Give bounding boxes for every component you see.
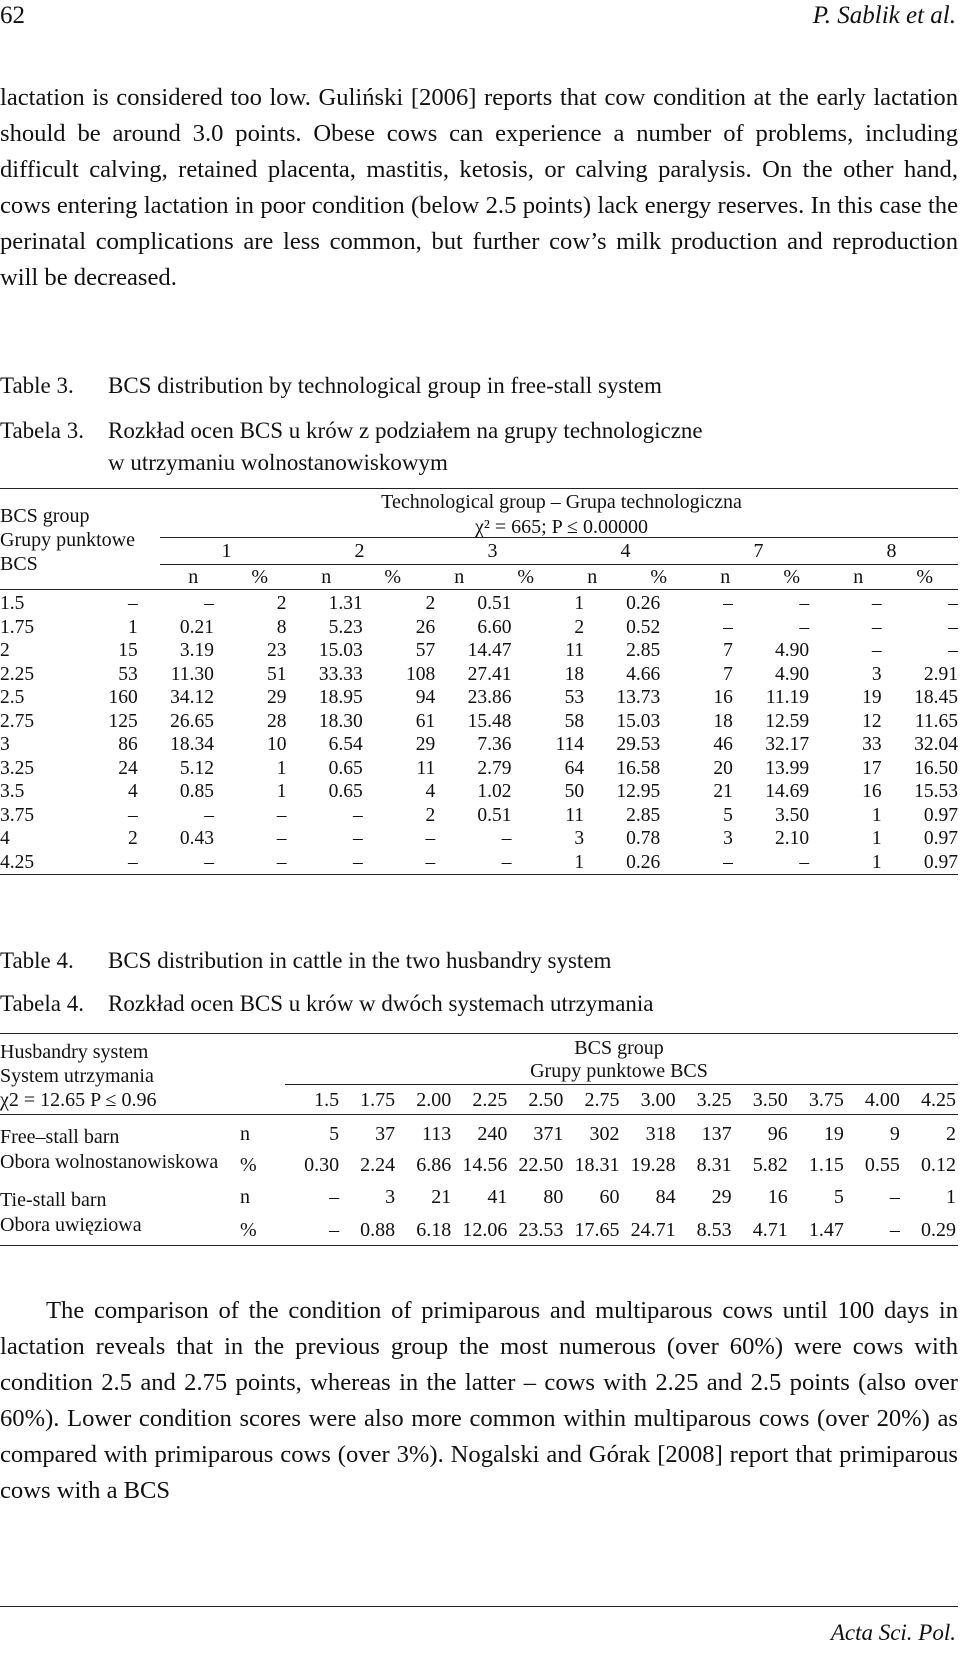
table-cell: 2.24 [360,1154,396,1176]
table-cell: – [352,851,363,873]
table-cell: 8.53 [696,1219,732,1241]
table-cell: 14.56 [462,1154,508,1176]
table-cell: 16 [767,1186,788,1208]
table-cell: 5 [833,1186,844,1208]
table-cell: – [352,828,363,849]
table-cell: 28 [267,710,287,732]
table-cell: 26 [415,616,436,638]
table-cell: 6.86 [416,1154,452,1176]
table-cell: 0.97 [923,804,958,826]
table-cell: 29 [267,687,287,708]
table-cell: 6.54 [328,734,363,755]
table-cell: 1 [871,851,882,873]
table-cell: 1 [127,616,138,638]
table-cell: 2 [945,1123,956,1145]
table-cell: – [204,804,214,826]
table4-col-header: 3.00 [640,1089,676,1111]
footer-rule [0,1606,958,1607]
free-stall-label-pl: Obora wolnostanowiskowa [0,1151,219,1173]
table-cell: 33.33 [318,663,363,685]
row-label-n: n [240,1186,250,1208]
tie-stall-label-pl: Obora uwięziowa [0,1214,142,1236]
table-cell: 18 [564,663,585,685]
table4-group-rule [285,1084,958,1085]
table4-col-header: 2.50 [528,1089,564,1111]
table-cell: – [127,851,138,873]
table3-top-rule [0,488,958,489]
table3-stub-2: Grupy punktowe [0,529,135,551]
table-cell: 0.29 [920,1219,956,1241]
table3-group-1: 1 [221,540,232,562]
table-cell: 3.50 [774,804,810,826]
table-cell: 1.15 [808,1154,844,1176]
table-row [0,686,958,710]
table-cell: 5.23 [328,616,363,638]
table-cell: 58 [564,710,585,732]
table-cell: 2 [425,593,436,614]
table-cell: – [948,616,958,638]
table-cell: 15.03 [318,640,363,661]
table4-title-pl: Rozkład ocen BCS u krów w dwóch systemach utrzymania [108,991,654,1016]
table-cell: 2 [127,828,138,849]
table-cell: – [329,1186,340,1208]
page-number: 62 [0,2,25,29]
table3-caption-pl [0,415,703,479]
table-cell: 7 [723,663,733,685]
table3-subhead-n: n [454,566,465,588]
table-cell: 64 [564,757,585,779]
table-cell: 13.99 [765,757,810,779]
table4-col-header: 3.25 [696,1089,732,1111]
table-cell: 53 [118,663,138,685]
table3-title-pl-2: w utrzymaniu wolnostanowiskowym [108,450,448,475]
bcs-score-cell: 3.25 [0,757,35,779]
table-cell: 23.86 [467,687,512,708]
table-cell: – [723,851,733,873]
table3-chi-square: χ² = 665; P ≤ 0.00000 [474,516,649,538]
table-cell: – [127,593,138,614]
table-cell: 60 [599,1186,620,1208]
table-cell: 0.26 [626,851,661,873]
table-cell: – [871,640,882,661]
table-cell: 2.10 [774,828,810,849]
table-cell: 4.66 [626,663,661,685]
table-cell: 33 [862,734,882,755]
table-cell: 18.30 [318,710,363,732]
table3-group-8: 8 [886,540,897,562]
table-cell: 26.65 [170,710,214,732]
table-cell: 29.53 [616,734,661,755]
table-cell: 7 [723,640,733,661]
table3-group-rule [160,537,958,538]
table-cell: 27.41 [467,663,512,685]
table-cell: 18 [713,710,733,732]
table-cell: 5 [723,804,733,826]
row-label-pct: % [240,1219,257,1241]
table-row [0,827,958,851]
table-row [0,592,958,616]
table3-subhead-pct: % [384,566,402,588]
table-cell: 7.36 [477,734,512,755]
running-head-authors: P. Sablik et al. [812,2,956,29]
table4-col-header: 2.00 [416,1089,452,1111]
table-cell: 3 [723,828,733,849]
table-cell: 11.65 [914,710,958,732]
table-cell: 4.71 [752,1219,788,1241]
table-cell: – [799,851,810,873]
table-cell: 19 [862,687,882,708]
table-cell: 23 [267,640,287,661]
table-cell: 0.88 [360,1219,396,1241]
table-cell: – [204,593,214,614]
bcs-score-cell: 1.5 [0,593,25,614]
table-cell: – [889,1219,900,1241]
table-cell: 96 [767,1123,788,1145]
table-cell: 0.21 [179,616,214,638]
table-cell: 1 [574,593,585,614]
table4-header-rule [0,1114,958,1115]
table-cell: 6.60 [477,616,512,638]
bcs-score-cell: 4 [0,828,10,849]
table3-subhead-n: n [587,566,598,588]
table-cell: 51 [267,663,287,685]
table3-group-2: 2 [354,540,365,562]
table-cell: 18.34 [170,734,214,755]
bcs-score-cell: 3 [0,734,10,755]
table-cell: – [425,828,436,849]
table-cell: – [425,851,436,873]
bcs-score-cell: 4.25 [0,851,35,873]
table3-subhead-pct: % [650,566,668,588]
table-cell: 0.65 [328,781,363,802]
table-cell: – [276,851,287,873]
bcs-score-cell: 2.5 [0,687,25,708]
table-cell: 15.03 [616,710,661,732]
table-cell: 15.48 [467,710,512,732]
table-cell: 1.47 [808,1219,844,1241]
table-cell: – [329,1219,340,1241]
table-cell: 84 [655,1186,676,1208]
table4-caption-pl [0,988,654,1020]
row-label-n: n [240,1123,250,1145]
table-cell: 11.19 [765,687,810,708]
table-cell: 29 [711,1186,732,1208]
table-cell: – [948,593,958,614]
table3-subhead-n: n [321,566,332,588]
table-row [0,733,958,757]
table-cell: 80 [543,1186,564,1208]
table3-label: Table 3. [0,373,74,398]
bcs-score-cell: 2.75 [0,710,35,732]
table-cell: 3.19 [179,640,214,661]
tie-stall-label-en: Tie-stall barn [0,1189,107,1211]
table3-bottom-rule [0,874,958,875]
table-cell: 125 [108,710,138,732]
table3-stub-1: BCS group [0,505,90,527]
table-cell: – [871,593,882,614]
table-cell: 94 [415,687,436,708]
table-cell: 10 [267,734,287,755]
bcs-score-cell: 2.25 [0,663,35,685]
table4-col-header: 2.25 [472,1089,508,1111]
table-cell: 3 [385,1186,396,1208]
table-cell: 1 [871,828,882,849]
table3-subhead-pct: % [517,566,535,588]
table4-caption-en [0,945,611,977]
table-cell: – [276,828,287,849]
table-cell: 18.45 [914,687,958,708]
table4-stub-2: System utrzymania [0,1065,154,1087]
table-cell: 9 [889,1123,900,1145]
table-cell: 137 [701,1123,732,1145]
body-paragraph-1: lactation is considered too low. Guliński [2006] reports that cow condition at the early lactation should be around 3.0 points. Obese cows can experience a number of problems, including difficult calving, retained placenta, mastitis, ketosis, or calving paralysis. On the other hand, cows entering lactation in poor condition (below 2.5 points) lack energy reserves. In this case the perinatal complications are less common, but further cow’s milk production and reproduction will be decreased. [0,84,958,291]
table-cell: 86 [118,734,138,755]
table-cell: 2.79 [477,757,512,779]
table-cell: 15 [118,640,138,661]
table3-group-4: 4 [620,540,631,562]
table-cell: – [276,804,287,826]
table-cell: 108 [406,663,436,685]
table-cell: 0.43 [179,828,214,849]
table3-title-pl-1: Rozkład ocen BCS u krów z podziałem na grupy technologiczne [108,418,703,443]
table-cell: 21 [431,1186,452,1208]
table-cell: – [799,593,810,614]
table4-col-header: 4.25 [920,1089,956,1111]
table-cell: 57 [415,640,436,661]
table-row [0,851,958,875]
table3-header-rule [0,589,958,590]
table-cell: 11 [416,757,436,779]
table-cell: 1 [574,851,585,873]
table-cell: 12.06 [462,1219,508,1241]
table-cell: 8.31 [696,1154,732,1176]
table3-group-3: 3 [487,540,498,562]
table3-subhead-n: n [853,566,864,588]
table4-group-header: BCS group [574,1037,664,1059]
table-cell: 19 [823,1123,844,1145]
table3-group-7: 7 [753,540,764,562]
bcs-score-cell: 3.75 [0,804,35,826]
table-cell: 0.85 [179,781,214,802]
table-cell: 1.31 [328,593,363,614]
table4-stub-1: Husbandry system [0,1041,149,1063]
table-cell: 114 [555,734,585,755]
table-cell: 16 [862,781,882,802]
table4-col-header: 1.5 [314,1089,340,1111]
table-cell: 14.47 [467,640,512,661]
table-cell: 41 [487,1186,508,1208]
table-cell: 4 [127,781,138,802]
table-cell: 5.82 [752,1154,788,1176]
table-cell: 46 [713,734,733,755]
bcs-score-cell: 2 [0,640,10,661]
table-cell: 2.91 [923,663,958,685]
table-cell: 302 [589,1123,620,1145]
table-cell: 18.95 [318,687,363,708]
table-cell: 0.52 [626,616,661,638]
table-row [0,710,958,734]
table-cell: 11.30 [170,663,214,685]
table-cell: – [799,616,810,638]
table-cell: 0.65 [328,757,363,779]
table-cell: 34.12 [170,687,214,708]
table-cell: – [889,1186,900,1208]
table-cell: – [204,851,214,873]
table3-body [0,592,958,874]
table-row [0,804,958,828]
table-cell: 160 [108,687,138,708]
table-cell: 15.53 [914,781,958,802]
table-cell: 29 [415,734,436,755]
table-cell: 11 [565,804,585,826]
table-cell: 0.12 [920,1154,956,1176]
table-cell: 24.71 [630,1219,676,1241]
table-cell: 3 [871,663,882,685]
table3-label-pl: Tabela 3. [0,418,84,443]
table-cell: 0.26 [626,593,661,614]
free-stall-label-en: Free–stall barn [0,1126,120,1148]
table-cell: 16 [713,687,733,708]
table4-label-pl: Tabela 4. [0,991,84,1016]
table-cell: 37 [375,1123,396,1145]
table4-col-header: 3.75 [808,1089,844,1111]
table4-col-header: 2.75 [584,1089,620,1111]
table3-subhead-pct: % [916,566,934,588]
row-label-pct: % [240,1154,257,1176]
table-cell: 61 [415,710,436,732]
table4-stub-3: χ2 = 12.65 P ≤ 0.96 [0,1089,157,1111]
bcs-score-cell: 3.5 [0,781,25,802]
table-cell: – [352,804,363,826]
table4-group-header-pl: Grupy punktowe BCS [530,1060,708,1082]
table-cell: – [501,851,512,873]
table-cell: 17.65 [574,1219,620,1241]
table-cell: 53 [564,687,585,708]
table-cell: 3 [574,828,585,849]
table-cell: 12.59 [765,710,810,732]
table-cell: – [127,804,138,826]
table-cell: 32.04 [914,734,958,755]
table-cell: 318 [645,1123,676,1145]
journal-name: Acta Sci. Pol. [830,1620,956,1645]
table-cell: – [871,616,882,638]
table-row [0,780,958,804]
body-paragraph-2: The comparison of the condition of primiparous and multiparous cows until 100 days in lactation reveals that in the previous group the most numerous (over 60%) were cows with condition 2.5 and 2.75 points, whereas in the latter – cows with 2.25 and 2.5 points (also over 60%). Lower condition scores were also more common within multiparous cows (over 20%) as compared with primiparous cows (over 3%). Nogalski and Górak [2008] report that primiparous cows with a BCS [0,1297,958,1504]
table-cell: 14.69 [765,781,810,802]
table-cell: 5.12 [179,757,214,779]
table-cell: 2.85 [626,640,661,661]
table-cell: 0.97 [923,851,958,873]
table-cell: 240 [477,1123,508,1145]
table-cell: 19.28 [630,1154,676,1176]
table3-subhead-n: n [720,566,731,588]
table-cell: 0.51 [477,593,512,614]
table-cell: 113 [421,1123,452,1145]
table3-title-en: BCS distribution by technological group in free-stall system [108,373,662,398]
table3-group-header: Technological group – Grupa technologiczna [381,491,742,513]
table-cell: – [501,828,512,849]
table3-caption-en [0,370,662,402]
table-cell: 0.51 [477,804,512,826]
table-cell: 2 [276,593,287,614]
table-cell: 4.90 [774,640,810,661]
table-cell: – [723,593,733,614]
table-cell: – [948,640,958,661]
table-cell: 11 [565,640,585,661]
table-cell: 17 [862,757,882,779]
table-cell: 24 [118,757,138,779]
table-cell: 13.73 [616,687,661,708]
table-cell: 2 [574,616,585,638]
table-cell: 12.95 [616,781,661,802]
table3-subhead-n: n [188,566,199,588]
table-cell: 21 [713,781,733,802]
table4-bottom-rule [0,1245,958,1246]
table-cell: 0.78 [626,828,661,849]
table4-col-header: 1.75 [360,1089,396,1111]
table-cell: 1.02 [477,781,512,802]
table-cell: 0.55 [864,1154,900,1176]
table-cell: 22.50 [518,1154,564,1176]
table-row [0,663,958,687]
table-cell: 0.97 [923,828,958,849]
table-cell: 32.17 [765,734,810,755]
table-cell: 18.31 [574,1154,620,1176]
table-cell: 5 [329,1123,340,1145]
table-cell: 1 [871,804,882,826]
table-cell: 8 [276,616,287,638]
table-row [0,757,958,781]
table-cell: 371 [533,1123,564,1145]
table-cell: 20 [713,757,733,779]
table4-col-header: 3.50 [752,1089,788,1111]
table4-title-en: BCS distribution in cattle in the two husbandry system [108,948,612,973]
table3-subhead-pct: % [251,566,269,588]
table-cell: 4.90 [774,663,810,685]
table4-col-header: 4.00 [864,1089,900,1111]
table-cell: 50 [564,781,585,802]
table-cell: 23.53 [518,1219,564,1241]
table-cell: 2 [425,804,436,826]
table-cell: 12 [862,710,882,732]
table-cell: 0.30 [304,1154,340,1176]
table-cell: 16.58 [616,757,661,779]
table-cell: 16.50 [914,757,958,779]
table3-stub-3: BCS [0,553,38,575]
table-cell: 1 [945,1186,956,1208]
table-cell: 1 [276,757,287,779]
table4-label: Table 4. [0,948,74,973]
table-cell: 6.18 [416,1219,452,1241]
table-cell: 4 [425,781,436,802]
table-cell: – [723,616,733,638]
bcs-score-cell: 1.75 [0,616,35,638]
table3-subhead-pct: % [783,566,801,588]
table-cell: 2.85 [626,804,661,826]
table-row [0,616,958,640]
table-cell: 1 [276,781,287,802]
table4-top-rule [0,1033,958,1034]
table-row [0,639,958,663]
